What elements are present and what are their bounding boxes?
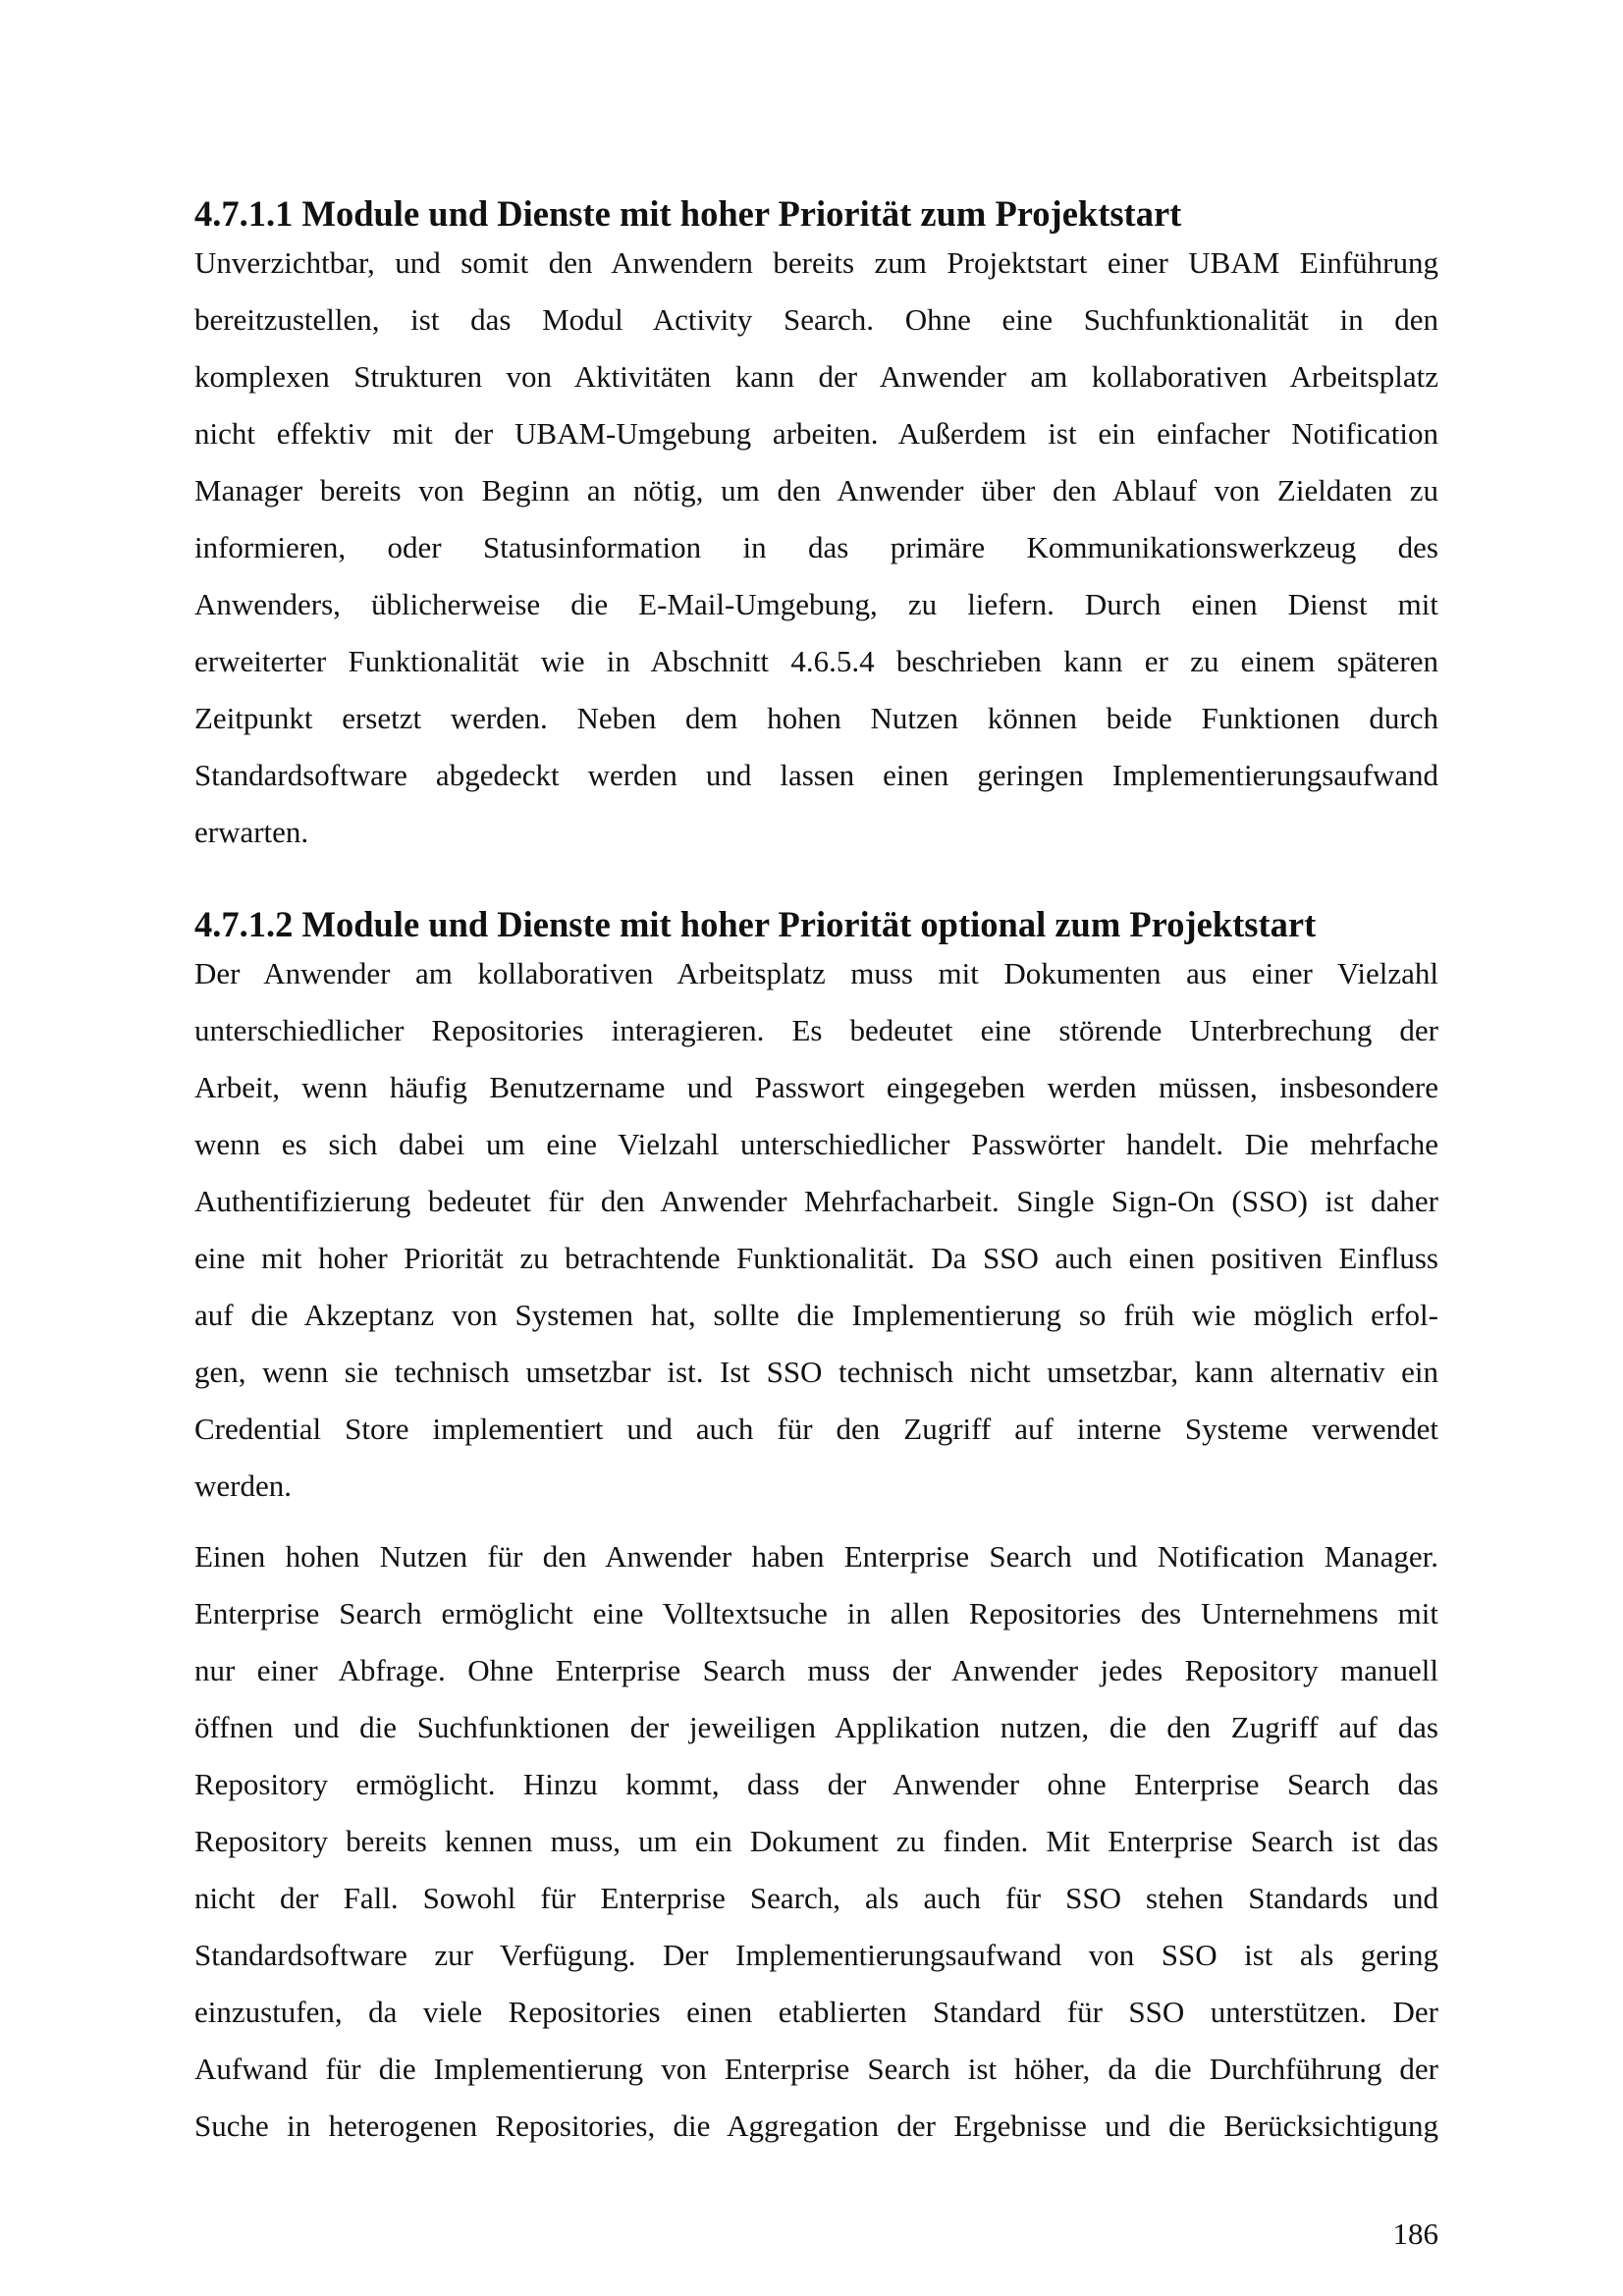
text-line: komplexen Strukturen von Aktivitäten kann der Anwender am kollaborativen Arbeitsplatz [194, 359, 1438, 394]
text-line: wenn es sich dabei um eine Vielzahl unterschiedlicher Passwörter handelt. Die mehrfache [194, 1127, 1438, 1161]
text-line: Arbeit, wenn häufig Benutzername und Passwort eingegeben werden müssen, insbesondere [194, 1070, 1438, 1104]
text-line: Repository bereits kennen muss, um ein Dokument zu finden. Mit Enterprise Search ist das [194, 1824, 1438, 1858]
text-line: öffnen und die Suchfunktionen der jeweiligen Applikation nutzen, die den Zugriff auf das [194, 1710, 1438, 1744]
text-line: gen, wenn sie technisch umsetzbar ist. Ist SSO technisch nicht umsetzbar, kann alternativ ein [194, 1355, 1438, 1389]
text-line: werden. [194, 1468, 292, 1503]
text-line: erwarten. [194, 815, 309, 849]
text-line: eine mit hoher Priorität zu betrachtende Funktionalität. Da SSO auch einen positiven Einfluss [194, 1241, 1438, 1275]
text-line: nur einer Abfrage. Ohne Enterprise Search muss der Anwender jedes Repository manuell [194, 1653, 1438, 1687]
text-line: erweiterter Funktionalität wie in Abschnitt 4.6.5.4 beschrieben kann er zu einem späteren [194, 644, 1438, 678]
text-line: Aufwand für die Implementierung von Enterprise Search ist höher, da die Durchführung der [194, 2052, 1438, 2086]
text-line: nicht der Fall. Sowohl für Enterprise Search, als auch für SSO stehen Standards und [194, 1881, 1438, 1915]
text-line: Manager bereits von Beginn an nötig, um den Anwender über den Ablauf von Zieldaten zu [194, 473, 1438, 507]
text-line: Anwenders, üblicherweise die E-Mail-Umgebung, zu liefern. Durch einen Dienst mit [194, 587, 1438, 621]
text-line: Der Anwender am kollaborativen Arbeitsplatz muss mit Dokumenten aus einer Vielzahl [194, 956, 1438, 990]
section-heading-4-7-1-1: 4.7.1.1 Module und Dienste mit hoher Priorität zum Projektstart [194, 193, 1182, 234]
text-line: unterschiedlicher Repositories interagieren. Es bedeutet eine störende Unterbrechung der [194, 1013, 1438, 1047]
text-line: bereitzustellen, ist das Modul Activity Search. Ohne eine Suchfunktionalität in den [194, 302, 1438, 337]
text-line: Standardsoftware abgedeckt werden und lassen einen geringen Implementierungsaufwand [194, 758, 1438, 792]
text-line: Zeitpunkt ersetzt werden. Neben dem hohen Nutzen können beide Funktionen durch [194, 701, 1438, 735]
text-line: Authentifizierung bedeutet für den Anwender Mehrfacharbeit. Single Sign-On (SSO) ist daher [194, 1184, 1438, 1218]
text-line: Enterprise Search ermöglicht eine Volltextsuche in allen Repositories des Unternehmens mit [194, 1596, 1438, 1630]
text-line: Suche in heterogenen Repositories, die Aggregation der Ergebnisse und die Berücksichtigung [194, 2109, 1438, 2143]
text-line: Standardsoftware zur Verfügung. Der Implementierungsaufwand von SSO ist als gering [194, 1938, 1438, 1972]
text-line: Einen hohen Nutzen für den Anwender haben Enterprise Search und Notification Manager. [194, 1539, 1438, 1574]
text-line: Credential Store implementiert und auch für den Zugriff auf interne Systeme verwendet [194, 1412, 1438, 1446]
page-number: 186 [1392, 2216, 1438, 2251]
text-line: Repository ermöglicht. Hinzu kommt, dass der Anwender ohne Enterprise Search das [194, 1767, 1438, 1801]
text-line: Unverzichtbar, und somit den Anwendern bereits zum Projektstart einer UBAM Einführung [194, 245, 1438, 280]
text-line: informieren, oder Statusinformation in das primäre Kommunikationswerkzeug des [194, 530, 1438, 564]
text-line: nicht effektiv mit der UBAM-Umgebung arbeiten. Außerdem ist ein einfacher Notification [194, 416, 1438, 451]
text-line: auf die Akzeptanz von Systemen hat, sollte die Implementierung so früh wie möglich erfol- [194, 1298, 1438, 1332]
text-line: einzustufen, da viele Repositories einen etablierten Standard für SSO unterstützen. Der [194, 1995, 1438, 2029]
section-heading-4-7-1-2: 4.7.1.2 Module und Dienste mit hoher Priorität optional zum Projektstart [194, 904, 1317, 944]
